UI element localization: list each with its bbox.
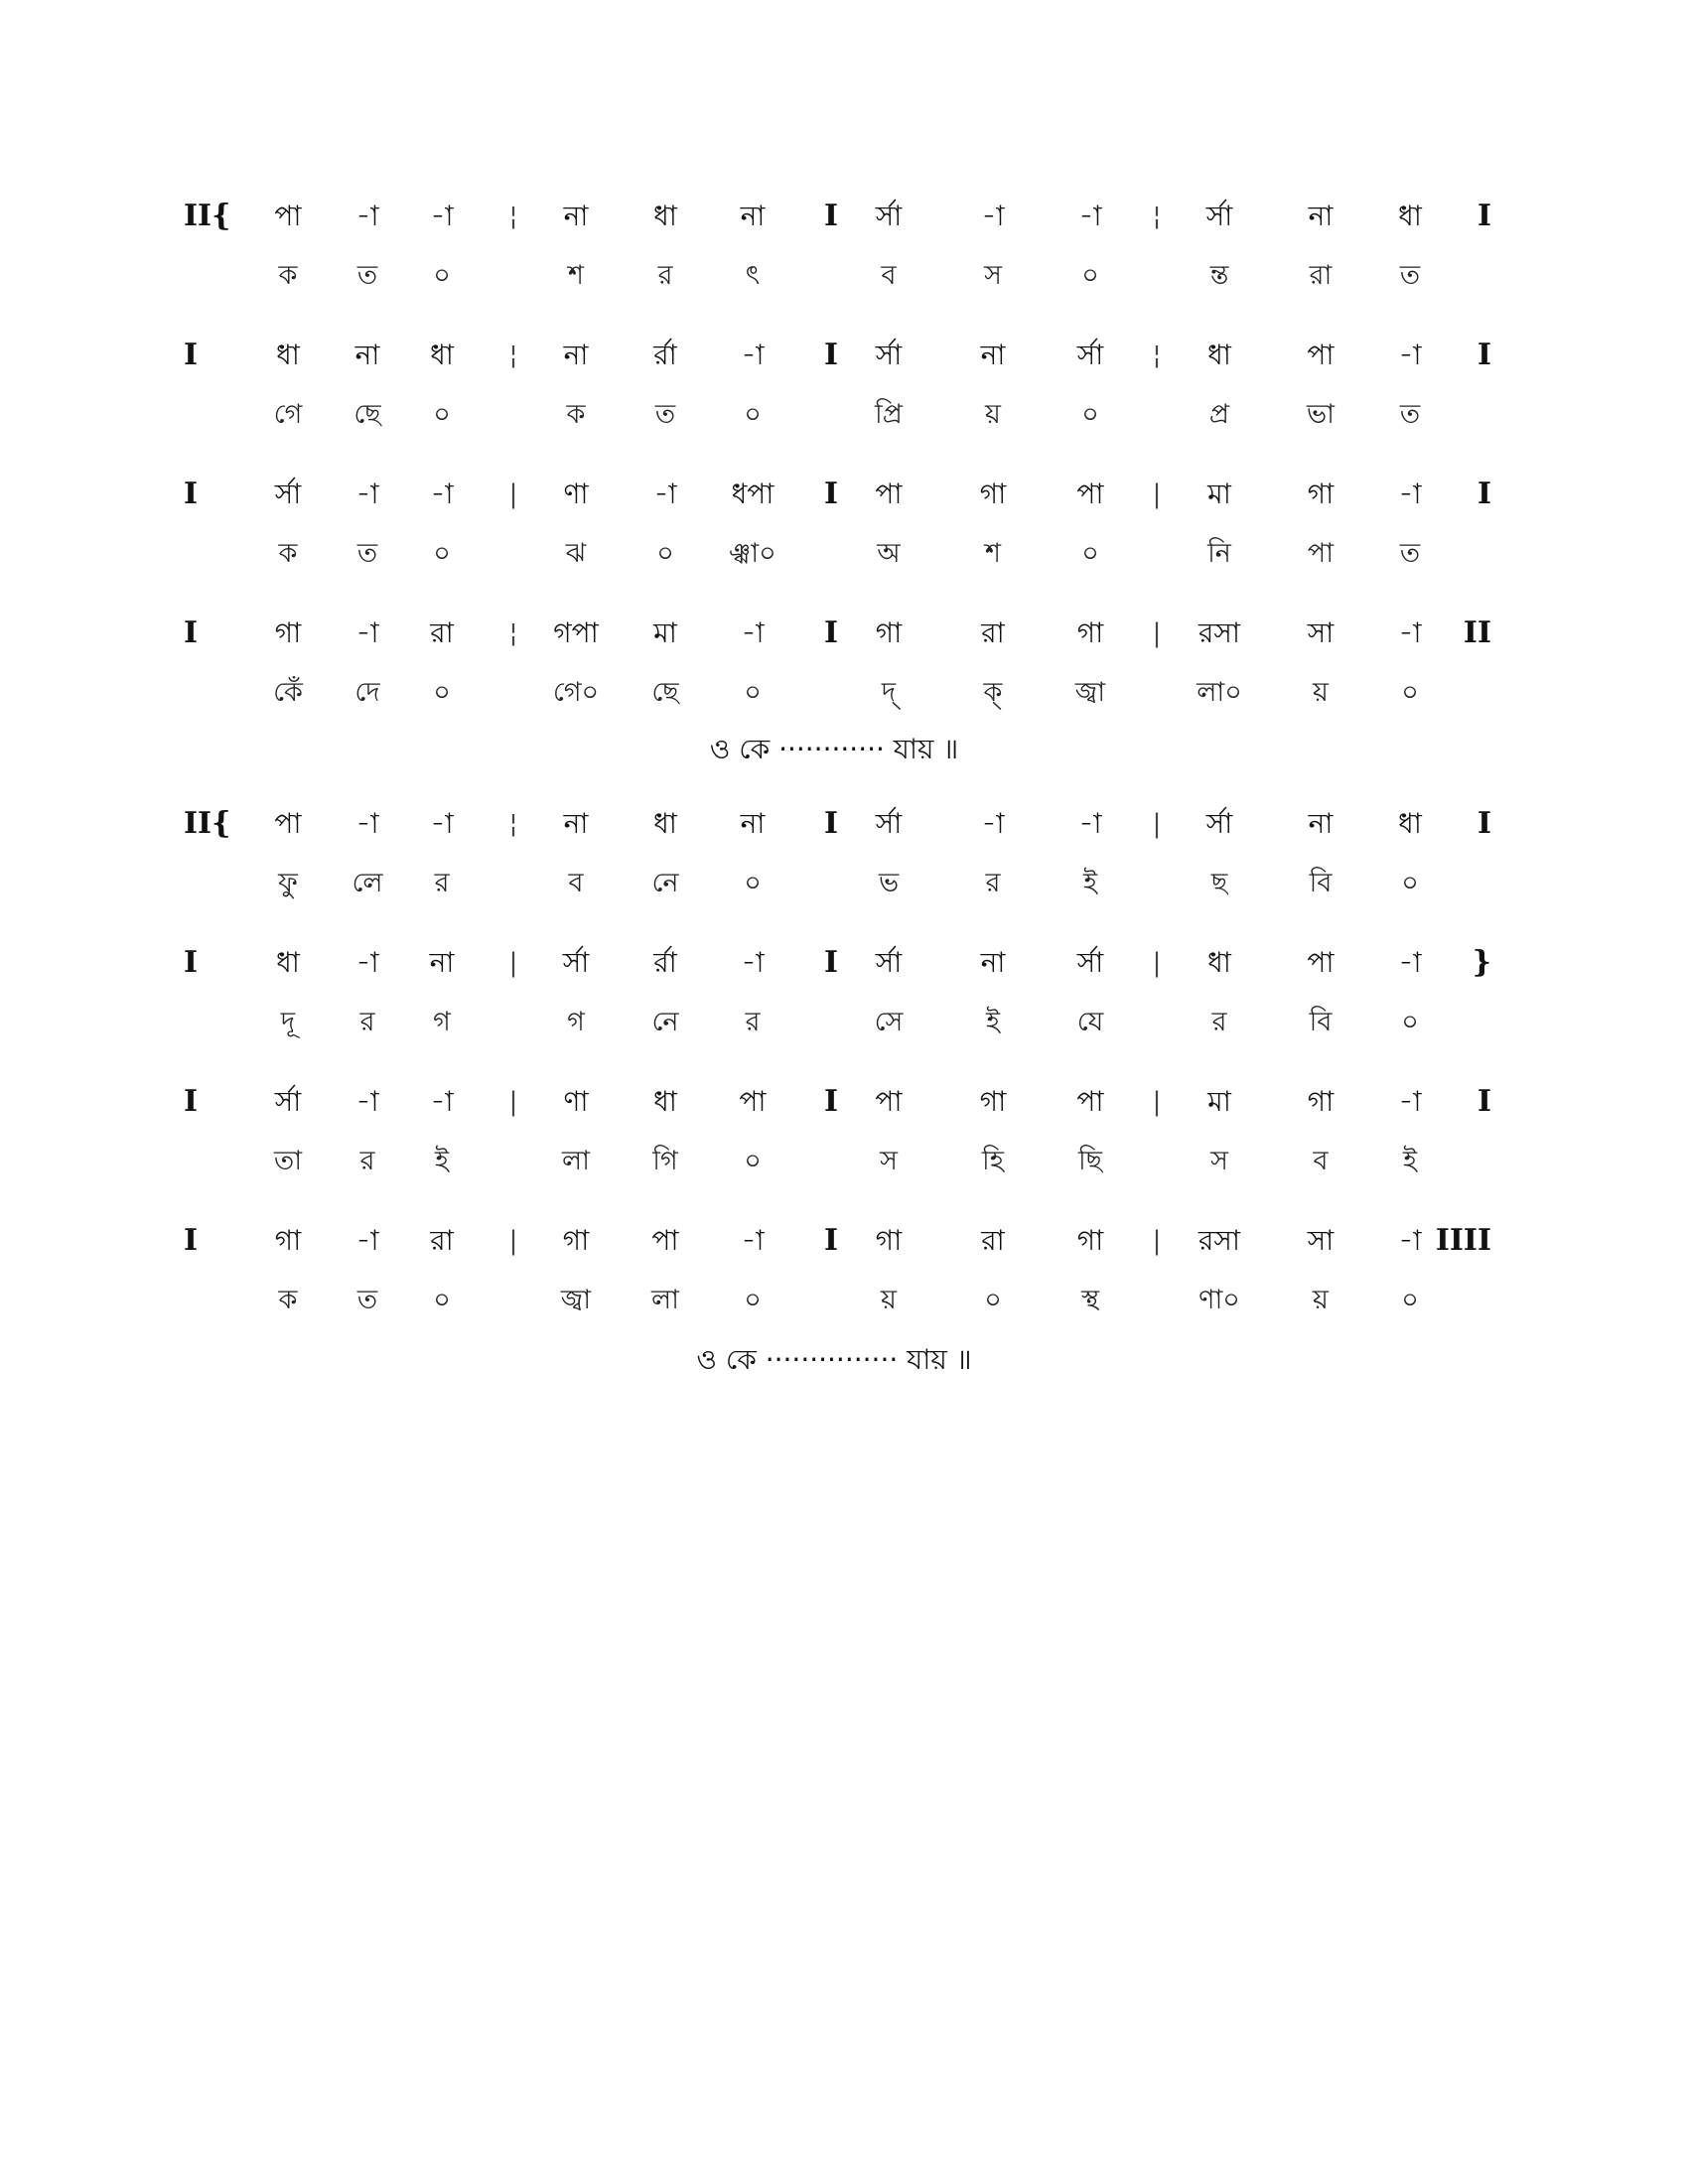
lyrics-row: [0, 864, 1688, 903]
lyric-syllable: র: [657, 260, 673, 291]
swara-note: -া: [741, 616, 765, 649]
line-end-bar: I: [1477, 338, 1491, 372]
lyric-syllable: ভা: [1307, 399, 1335, 430]
swara-note: -া: [1398, 946, 1422, 979]
lyric-syllable: জ্বা: [560, 1285, 592, 1315]
swara-note: ধপা: [731, 478, 774, 510]
swara-note: না: [980, 946, 1006, 979]
lyric-syllable: ক: [278, 1285, 298, 1315]
lyric-syllable: র: [359, 1146, 375, 1176]
lyric-syllable: লে: [352, 868, 383, 898]
lyrics-row: [0, 673, 1688, 713]
notation-row: [0, 475, 1688, 514]
swara-note: পা: [1076, 1085, 1104, 1118]
lyric-syllable: ক: [566, 399, 586, 430]
lyric-syllable: স্থ: [1081, 1285, 1099, 1315]
lyric-syllable: ছে: [651, 677, 679, 708]
swara-note: -া: [981, 807, 1005, 840]
swara-note: গা: [1076, 616, 1104, 649]
swara-note: র্রা: [653, 946, 677, 979]
lyric-syllable: ০: [1081, 260, 1099, 291]
lyric-syllable: ০: [1081, 538, 1099, 569]
lyric-syllable: ই: [434, 1146, 450, 1176]
line-start-bar: II{: [184, 199, 231, 233]
lyric-syllable: স: [984, 260, 1002, 291]
lyric-syllable: ০: [744, 677, 762, 708]
lyric-syllable: বি: [1309, 1007, 1333, 1037]
line-start-bar: II{: [184, 806, 231, 841]
line-start-bar: I: [184, 338, 199, 372]
lyric-syllable: ব: [881, 260, 897, 291]
swara-note: ধা: [653, 200, 677, 232]
line-end-bar: I: [1477, 199, 1491, 233]
lyric-syllable: কেঁ: [273, 677, 303, 708]
swara-note: না: [1308, 200, 1334, 232]
beat-bar: |: [1152, 479, 1162, 509]
beat-bar: |: [508, 948, 518, 978]
line-end-bar: II: [1463, 615, 1491, 650]
beat-bar: ¦: [508, 202, 518, 231]
swara-note: র্সা: [875, 339, 903, 371]
notation-row: [0, 1082, 1688, 1122]
beat-bar: |: [1152, 1226, 1162, 1256]
lyric-syllable: য়: [881, 1285, 897, 1315]
lyric-syllable: ত: [654, 399, 676, 430]
swara-note: -া: [1398, 616, 1422, 649]
lyric-syllable: ০: [1401, 868, 1419, 898]
swara-note: -া: [355, 478, 379, 510]
lyric-syllable: ক: [278, 538, 298, 569]
lyric-syllable: য়: [1313, 1285, 1329, 1315]
lyric-syllable: র: [359, 1007, 375, 1037]
lyric-syllable: ০: [1081, 399, 1099, 430]
beat-bar: I: [823, 1223, 839, 1258]
lyric-syllable: ০: [433, 399, 451, 430]
swara-note: গা: [979, 478, 1007, 510]
swara-note: পা: [1076, 478, 1104, 510]
lyric-syllable: প্রি: [875, 399, 903, 430]
swara-note: -া: [1078, 200, 1102, 232]
lyric-syllable: ০: [744, 1146, 762, 1176]
lyrics-row: [0, 1142, 1688, 1181]
lyrics-row: [0, 1281, 1688, 1320]
line-end-bar: I: [1477, 806, 1491, 841]
swara-note: পা: [274, 807, 302, 840]
beat-bar: ¦: [508, 809, 518, 839]
line-start-bar: I: [184, 615, 199, 650]
swara-note: মা: [653, 616, 677, 649]
lyric-syllable: র: [985, 868, 1001, 898]
lyric-syllable: ত: [1399, 260, 1421, 291]
refrain-text: ও কে ··············· যায় ॥: [696, 1343, 972, 1376]
lyric-syllable: স: [880, 1146, 898, 1176]
lyrics-row: [0, 1003, 1688, 1042]
swara-note: র্সা: [875, 946, 903, 979]
beat-bar: I: [823, 477, 839, 511]
beat-bar: I: [823, 199, 839, 233]
beat-bar: I: [823, 1084, 839, 1119]
lyric-syllable: ০: [1401, 1007, 1419, 1037]
lyric-syllable: লা: [651, 1285, 679, 1315]
swara-note: না: [563, 200, 589, 232]
lyric-syllable: দে: [354, 677, 380, 708]
beat-bar: |: [1152, 809, 1162, 839]
swara-note: ণা: [563, 478, 589, 510]
notation-row: [0, 804, 1688, 844]
swara-note: ধা: [1207, 339, 1231, 371]
lyric-syllable: শ: [568, 260, 584, 291]
lyric-syllable: ০: [433, 260, 451, 291]
swara-note: -া: [1078, 807, 1102, 840]
beat-bar: I: [823, 615, 839, 650]
swara-note: গা: [274, 1224, 302, 1257]
lyric-syllable: ০: [433, 1285, 451, 1315]
swara-note: -া: [741, 946, 765, 979]
line-end-bar: IIII: [1435, 1223, 1491, 1258]
swara-note: -া: [1398, 478, 1422, 510]
swara-note: পা: [739, 1085, 767, 1118]
beat-bar: |: [1152, 618, 1162, 648]
swara-note: ধা: [1398, 807, 1422, 840]
swara-note: না: [429, 946, 455, 979]
lyric-syllable: ই: [1402, 1146, 1418, 1176]
lyric-syllable: লা০: [1196, 677, 1242, 708]
lyric-syllable: গে০: [552, 677, 600, 708]
swara-note: -া: [430, 478, 454, 510]
swara-note: ধা: [1398, 200, 1422, 232]
swara-note: সা: [1307, 1224, 1335, 1257]
lyric-syllable: ০: [984, 1285, 1002, 1315]
swara-note: না: [1308, 807, 1334, 840]
swara-note: রা: [430, 616, 454, 649]
swara-note: না: [980, 339, 1006, 371]
lyric-syllable: ক্: [983, 677, 1003, 708]
lyric-syllable: তা: [273, 1146, 303, 1176]
beat-bar: |: [1152, 1087, 1162, 1117]
lyric-syllable: ব: [1313, 1146, 1329, 1176]
lyric-syllable: র: [745, 1007, 761, 1037]
lyric-syllable: ত: [356, 538, 378, 569]
lyric-syllable: গ: [567, 1007, 585, 1037]
swara-note: ধা: [1207, 946, 1231, 979]
swara-note: র্সা: [562, 946, 590, 979]
swara-note: গা: [1307, 478, 1335, 510]
swara-note: -া: [355, 1224, 379, 1257]
swara-note: পা: [274, 200, 302, 232]
swara-note: রসা: [1197, 616, 1241, 649]
swara-note: -া: [355, 807, 379, 840]
swara-note: মা: [1207, 1085, 1231, 1118]
lyric-syllable: ফু: [278, 868, 298, 898]
swara-note: -া: [430, 807, 454, 840]
lyric-syllable: ছি: [1077, 1146, 1103, 1176]
swara-note: ধা: [430, 339, 454, 371]
lyric-syllable: প্র: [1208, 399, 1230, 430]
swara-note: না: [354, 339, 380, 371]
lyric-syllable: গি: [652, 1146, 678, 1176]
lyric-syllable: ০: [433, 677, 451, 708]
line-end-bar: }: [1472, 945, 1491, 980]
beat-bar: ¦: [508, 618, 518, 648]
swara-note: -া: [981, 200, 1005, 232]
line-start-bar: I: [184, 945, 199, 980]
lyric-syllable: স: [1210, 1146, 1228, 1176]
swara-note: রা: [981, 1224, 1005, 1257]
lyric-syllable: ০: [744, 399, 762, 430]
beat-bar: |: [508, 1226, 518, 1256]
lyric-syllable: বি: [1309, 868, 1333, 898]
swara-note: পা: [651, 1224, 679, 1257]
swara-note: -া: [741, 1224, 765, 1257]
beat-bar: ¦: [1152, 202, 1162, 231]
swara-note: -া: [1398, 339, 1422, 371]
line-start-bar: I: [184, 1084, 199, 1119]
beat-bar: ¦: [1152, 341, 1162, 370]
lyric-syllable: ই: [1082, 868, 1098, 898]
notation-row: [0, 197, 1688, 236]
lyric-syllable: লা: [562, 1146, 590, 1176]
beat-bar: I: [823, 945, 839, 980]
swara-note: গা: [979, 1085, 1007, 1118]
swara-note: পা: [875, 1085, 903, 1118]
swara-note: -া: [1398, 1224, 1422, 1257]
swara-note: র্সা: [875, 200, 903, 232]
beat-bar: |: [508, 479, 518, 509]
swara-note: র্সা: [875, 807, 903, 840]
lyric-syllable: ত: [356, 1285, 378, 1315]
notation-row: [0, 614, 1688, 653]
lyric-syllable: সে: [874, 1007, 904, 1037]
lyric-syllable: ০: [433, 538, 451, 569]
lyric-syllable: ০: [656, 538, 674, 569]
refrain-text: ও কে ············ যায় ॥: [709, 733, 959, 765]
lyric-syllable: য়: [1313, 677, 1329, 708]
swara-note: রা: [981, 616, 1005, 649]
lyric-syllable: দ্: [881, 677, 897, 708]
swara-note: পা: [1307, 946, 1335, 979]
lyric-syllable: ঞ্ঝা০: [729, 538, 776, 569]
lyric-syllable: ঝ: [565, 538, 587, 569]
swara-note: -া: [653, 478, 677, 510]
lyric-syllable: ক: [278, 260, 298, 291]
notation-row: [0, 1221, 1688, 1261]
swara-note: গা: [875, 616, 903, 649]
beat-bar: I: [823, 338, 839, 372]
lyric-syllable: র: [1211, 1007, 1227, 1037]
lyric-syllable: ৎ: [745, 260, 761, 291]
lyric-syllable: শ: [985, 538, 1001, 569]
swara-note: পা: [1307, 339, 1335, 371]
swara-note: -া: [355, 1085, 379, 1118]
swara-note: র্সা: [1076, 946, 1104, 979]
swara-note: না: [740, 807, 766, 840]
swara-note: পা: [875, 478, 903, 510]
lyric-syllable: দূ: [280, 1007, 296, 1037]
swara-note: -া: [430, 200, 454, 232]
line-start-bar: I: [184, 477, 199, 511]
lyric-syllable: জ্বা: [1074, 677, 1106, 708]
lyric-syllable: ত: [1399, 399, 1421, 430]
swara-note: গা: [562, 1224, 590, 1257]
lyric-syllable: গে: [273, 399, 303, 430]
swara-note: -া: [355, 946, 379, 979]
swara-note: গপা: [553, 616, 599, 649]
swara-note: -া: [355, 616, 379, 649]
swara-note: ধা: [653, 807, 677, 840]
swara-note: রসা: [1197, 1224, 1241, 1257]
beat-bar: |: [1152, 948, 1162, 978]
swara-note: না: [563, 339, 589, 371]
lyric-syllable: ০: [1401, 677, 1419, 708]
lyric-syllable: ছে: [353, 399, 381, 430]
beat-bar: |: [508, 1087, 518, 1117]
lyric-syllable: ন্ত: [1209, 260, 1229, 291]
swara-note: মা: [1207, 478, 1231, 510]
lyric-syllable: পা: [1307, 538, 1335, 569]
swara-note: না: [563, 807, 589, 840]
lyric-syllable: নি: [1207, 538, 1231, 569]
lyric-syllable: ব: [568, 868, 584, 898]
lyric-syllable: নে: [651, 868, 679, 898]
swara-note: র্সা: [274, 1085, 302, 1118]
swara-note: র্সা: [1205, 200, 1233, 232]
beat-bar: I: [823, 806, 839, 841]
swara-note: গা: [1307, 1085, 1335, 1118]
swara-note: ণা: [563, 1085, 589, 1118]
lyric-syllable: ০: [1401, 1285, 1419, 1315]
lyrics-row: [0, 395, 1688, 435]
lyric-syllable: ভ: [878, 868, 900, 898]
lyric-syllable: অ: [877, 538, 901, 569]
lyric-syllable: ণা০: [1198, 1285, 1240, 1315]
swara-note: ধা: [276, 946, 300, 979]
lyric-syllable: গ: [433, 1007, 451, 1037]
notation-row: [0, 943, 1688, 983]
lyric-syllable: ০: [744, 1285, 762, 1315]
swara-note: -া: [1398, 1085, 1422, 1118]
lyric-syllable: ই: [985, 1007, 1001, 1037]
lyric-syllable: ছ: [1210, 868, 1228, 898]
lyric-syllable: ত: [1399, 538, 1421, 569]
beat-bar: ¦: [508, 341, 518, 370]
lyric-syllable: নে: [651, 1007, 679, 1037]
line-end-bar: I: [1477, 477, 1491, 511]
lyric-syllable: রা: [1309, 260, 1333, 291]
lyrics-row: [0, 534, 1688, 574]
lyric-syllable: য়: [985, 399, 1001, 430]
lyric-syllable: যে: [1076, 1007, 1104, 1037]
swara-note: না: [740, 200, 766, 232]
lyrics-row: [0, 256, 1688, 296]
swara-note: রা: [430, 1224, 454, 1257]
swara-note: সা: [1307, 616, 1335, 649]
lyric-syllable: ত: [356, 260, 378, 291]
line-end-bar: I: [1477, 1084, 1491, 1119]
swara-note: র্রা: [653, 339, 677, 371]
lyric-syllable: ০: [744, 868, 762, 898]
swara-note: -া: [741, 339, 765, 371]
swara-note: -া: [430, 1085, 454, 1118]
swara-note: -া: [355, 200, 379, 232]
lyric-syllable: হি: [982, 1146, 1004, 1176]
swara-note: র্সা: [1205, 807, 1233, 840]
swara-note: গা: [875, 1224, 903, 1257]
notation-row: [0, 336, 1688, 375]
line-start-bar: I: [184, 1223, 199, 1258]
swara-note: গা: [1076, 1224, 1104, 1257]
swara-note: গা: [274, 616, 302, 649]
swara-note: ধা: [653, 1085, 677, 1118]
lyric-syllable: র: [434, 868, 450, 898]
swara-note: ধা: [276, 339, 300, 371]
swara-note: র্সা: [274, 478, 302, 510]
swara-note: র্সা: [1076, 339, 1104, 371]
